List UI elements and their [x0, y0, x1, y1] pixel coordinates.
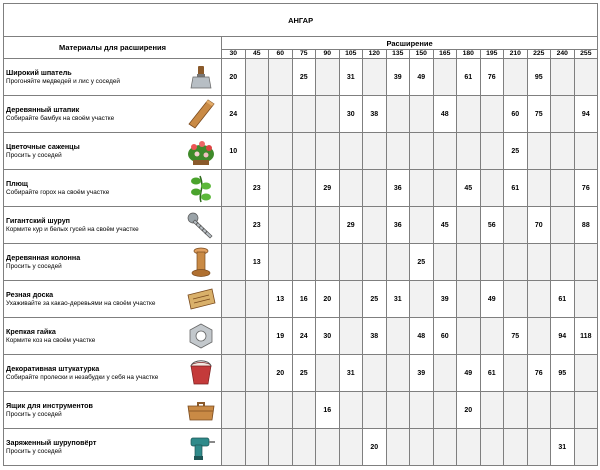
material-count-cell [551, 96, 575, 133]
material-count-cell: 75 [527, 96, 551, 133]
material-count-cell [410, 170, 434, 207]
material-count-cell [574, 244, 598, 281]
material-info [4, 318, 182, 355]
material-count-cell: 95 [527, 59, 551, 96]
material-count-cell [410, 133, 434, 170]
material-info [4, 207, 182, 244]
material-count-cell [269, 429, 293, 466]
material-count-cell: 24 [222, 96, 246, 133]
material-description: Кормите кур и белых гусей на своём участке [6, 226, 139, 233]
material-count-cell [222, 170, 246, 207]
material-count-cell [504, 207, 528, 244]
material-count-cell: 48 [433, 96, 457, 133]
material-count-cell [339, 244, 363, 281]
material-count-cell: 25 [292, 355, 316, 392]
material-count-cell [363, 133, 387, 170]
material-count-cell [457, 96, 481, 133]
material-count-cell: 36 [386, 207, 410, 244]
material-info [4, 355, 182, 392]
material-count-cell: 61 [480, 355, 504, 392]
level-header: 180 [457, 50, 481, 59]
material-count-cell [363, 244, 387, 281]
material-count-cell: 13 [245, 244, 269, 281]
material-row [4, 244, 598, 281]
page-title: АНГАР [4, 4, 598, 37]
spatula-icon [182, 59, 222, 96]
material-count-cell [386, 318, 410, 355]
material-description: Прогоняйте медведей и лис у соседей [6, 78, 120, 85]
material-count-cell: 19 [269, 318, 293, 355]
material-count-cell [222, 318, 246, 355]
material-count-cell [222, 355, 246, 392]
material-count-cell [457, 133, 481, 170]
material-count-cell: 49 [410, 59, 434, 96]
material-count-cell [339, 429, 363, 466]
material-count-cell [457, 244, 481, 281]
material-description: Просить у соседей [6, 152, 62, 159]
material-row [4, 170, 598, 207]
material-count-cell [551, 133, 575, 170]
material-count-cell: 20 [457, 392, 481, 429]
material-count-cell: 31 [339, 59, 363, 96]
material-count-cell [363, 59, 387, 96]
material-count-cell: 25 [292, 59, 316, 96]
material-count-cell [222, 392, 246, 429]
material-count-cell [527, 281, 551, 318]
level-header: 45 [245, 50, 269, 59]
material-count-cell [504, 244, 528, 281]
material-row [4, 429, 598, 466]
nut-icon [182, 318, 222, 355]
material-count-cell: 76 [527, 355, 551, 392]
material-info [4, 429, 182, 466]
material-count-cell: 88 [574, 207, 598, 244]
material-count-cell: 20 [222, 59, 246, 96]
level-header: 165 [433, 50, 457, 59]
material-count-cell [245, 96, 269, 133]
material-description: Кормите коз на своём участке [6, 337, 96, 344]
material-count-cell: 39 [433, 281, 457, 318]
material-row [4, 133, 598, 170]
material-count-cell [363, 207, 387, 244]
material-count-cell [410, 392, 434, 429]
material-count-cell: 39 [386, 59, 410, 96]
material-count-cell [363, 170, 387, 207]
material-count-cell [527, 170, 551, 207]
screwdriver-drill-icon [182, 429, 222, 466]
material-count-cell: 25 [504, 133, 528, 170]
material-count-cell [527, 244, 551, 281]
material-count-cell [339, 133, 363, 170]
material-count-cell: 48 [410, 318, 434, 355]
material-info [4, 96, 182, 133]
material-count-cell [551, 170, 575, 207]
material-count-cell [410, 207, 434, 244]
material-count-cell [410, 96, 434, 133]
material-count-cell: 10 [222, 133, 246, 170]
material-count-cell [292, 96, 316, 133]
material-count-cell: 45 [433, 207, 457, 244]
level-header: 240 [551, 50, 575, 59]
material-count-cell [339, 392, 363, 429]
material-count-cell [269, 392, 293, 429]
ivy-icon [182, 170, 222, 207]
material-description: Собирайте горох на своём участке [6, 189, 110, 196]
material-count-cell: 39 [410, 355, 434, 392]
material-count-cell: 25 [363, 281, 387, 318]
material-count-cell [551, 207, 575, 244]
material-count-cell: 38 [363, 96, 387, 133]
material-count-cell [551, 59, 575, 96]
material-count-cell: 49 [480, 281, 504, 318]
material-count-cell: 118 [574, 318, 598, 355]
material-info [4, 170, 182, 207]
material-count-cell [457, 207, 481, 244]
material-count-cell [433, 244, 457, 281]
material-count-cell [504, 392, 528, 429]
material-count-cell: 70 [527, 207, 551, 244]
material-count-cell: 38 [363, 318, 387, 355]
material-count-cell [316, 244, 340, 281]
material-count-cell [480, 133, 504, 170]
material-count-cell [316, 133, 340, 170]
material-count-cell [269, 133, 293, 170]
material-count-cell [363, 392, 387, 429]
material-count-cell: 56 [480, 207, 504, 244]
material-count-cell [527, 392, 551, 429]
material-row [4, 318, 598, 355]
material-count-cell [480, 244, 504, 281]
material-name: Плющ [6, 179, 28, 188]
material-count-cell [316, 355, 340, 392]
material-info [4, 244, 182, 281]
material-description: Просить у соседей [6, 448, 62, 455]
material-count-cell [457, 318, 481, 355]
material-name: Цветочные саженцы [6, 142, 80, 151]
material-count-cell: 24 [292, 318, 316, 355]
material-count-cell [433, 170, 457, 207]
material-count-cell [269, 207, 293, 244]
material-info [4, 281, 182, 318]
material-count-cell: 36 [386, 170, 410, 207]
material-description: Ухаживайте за какао-деревьями на своём участке [6, 300, 156, 307]
material-count-cell [480, 170, 504, 207]
material-description: Просить у соседей [6, 263, 62, 270]
material-count-cell: 25 [410, 244, 434, 281]
level-header: 75 [292, 50, 316, 59]
material-count-cell [222, 429, 246, 466]
level-header: 135 [386, 50, 410, 59]
material-count-cell: 31 [386, 281, 410, 318]
material-count-cell: 31 [551, 429, 575, 466]
material-count-cell [480, 429, 504, 466]
material-count-cell: 61 [504, 170, 528, 207]
materials-column-header: Материалы для расширения [4, 37, 222, 59]
material-count-cell [222, 281, 246, 318]
material-count-cell [363, 355, 387, 392]
material-count-cell [457, 281, 481, 318]
material-count-cell [245, 133, 269, 170]
material-count-cell [480, 392, 504, 429]
material-count-cell [433, 429, 457, 466]
level-header: 210 [504, 50, 528, 59]
material-info [4, 392, 182, 429]
material-count-cell: 94 [551, 318, 575, 355]
material-count-cell: 20 [269, 355, 293, 392]
material-count-cell [410, 429, 434, 466]
material-count-cell [269, 170, 293, 207]
material-count-cell: 76 [574, 170, 598, 207]
material-count-cell [504, 59, 528, 96]
material-count-cell [480, 96, 504, 133]
material-description: Просить у соседей [6, 411, 62, 418]
flower-seedlings-icon [182, 133, 222, 170]
material-count-cell [527, 318, 551, 355]
level-header: 195 [480, 50, 504, 59]
material-count-cell [574, 59, 598, 96]
material-count-cell [339, 318, 363, 355]
material-count-cell [504, 429, 528, 466]
material-count-cell [574, 133, 598, 170]
material-count-cell: 23 [245, 207, 269, 244]
material-count-cell [245, 318, 269, 355]
material-name: Декоративная штукатурка [6, 364, 100, 373]
material-count-cell [457, 429, 481, 466]
screw-icon [182, 207, 222, 244]
material-count-cell [292, 244, 316, 281]
material-row [4, 281, 598, 318]
material-count-cell: 29 [339, 207, 363, 244]
material-count-cell: 23 [245, 170, 269, 207]
material-count-cell: 16 [316, 392, 340, 429]
material-count-cell [527, 429, 551, 466]
material-count-cell: 13 [269, 281, 293, 318]
material-count-cell: 49 [457, 355, 481, 392]
material-count-cell [574, 392, 598, 429]
material-count-cell [433, 392, 457, 429]
material-count-cell [433, 355, 457, 392]
material-name: Деревянный штапик [6, 105, 80, 114]
material-count-cell: 60 [504, 96, 528, 133]
material-name: Ящик для инструментов [6, 401, 93, 410]
material-count-cell: 20 [363, 429, 387, 466]
material-name: Крепкая гайка [6, 327, 56, 336]
material-count-cell [292, 429, 316, 466]
material-count-cell [339, 170, 363, 207]
material-count-cell [386, 429, 410, 466]
material-count-cell [386, 244, 410, 281]
level-header: 30 [222, 50, 246, 59]
material-count-cell [245, 355, 269, 392]
material-count-cell [245, 281, 269, 318]
material-count-cell: 60 [433, 318, 457, 355]
material-count-cell: 61 [551, 281, 575, 318]
material-count-cell [551, 392, 575, 429]
level-header: 225 [527, 50, 551, 59]
material-count-cell [386, 133, 410, 170]
material-count-cell: 94 [574, 96, 598, 133]
material-description: Собирайте пролески и незабудки у себя на участке [6, 374, 159, 381]
material-count-cell [504, 355, 528, 392]
material-count-cell [433, 59, 457, 96]
material-row [4, 392, 598, 429]
material-count-cell [433, 133, 457, 170]
material-info [4, 133, 182, 170]
material-count-cell: 30 [316, 318, 340, 355]
material-row [4, 207, 598, 244]
material-count-cell [410, 281, 434, 318]
material-count-cell [245, 59, 269, 96]
material-count-cell: 20 [316, 281, 340, 318]
material-count-cell: 16 [292, 281, 316, 318]
level-header: 150 [410, 50, 434, 59]
material-count-cell: 29 [316, 170, 340, 207]
material-count-cell [269, 59, 293, 96]
material-count-cell [292, 392, 316, 429]
toolbox-icon [182, 392, 222, 429]
material-description: Собирайте бамбук на своём участке [6, 115, 115, 122]
material-count-cell: 31 [339, 355, 363, 392]
material-count-cell [222, 244, 246, 281]
material-row [4, 59, 598, 96]
material-count-cell [386, 355, 410, 392]
material-count-cell [504, 281, 528, 318]
level-header: 90 [316, 50, 340, 59]
material-count-cell [574, 429, 598, 466]
material-count-cell [386, 392, 410, 429]
material-name: Гигантский шуруп [6, 216, 71, 225]
material-count-cell: 45 [457, 170, 481, 207]
material-count-cell [316, 59, 340, 96]
material-count-cell [245, 429, 269, 466]
material-count-cell [480, 318, 504, 355]
level-header: 255 [574, 50, 598, 59]
hangar-materials-table [3, 3, 598, 466]
material-count-cell [527, 133, 551, 170]
material-row [4, 355, 598, 392]
material-count-cell: 30 [339, 96, 363, 133]
material-count-cell [269, 244, 293, 281]
wooden-plank-icon [182, 96, 222, 133]
material-count-cell: 95 [551, 355, 575, 392]
material-name: Заряженный шуруповёрт [6, 438, 97, 447]
wooden-column-icon [182, 244, 222, 281]
material-count-cell [316, 207, 340, 244]
material-name: Резная доска [6, 290, 54, 299]
material-count-cell [245, 392, 269, 429]
material-count-cell [292, 133, 316, 170]
material-info [4, 59, 182, 96]
material-count-cell [316, 429, 340, 466]
material-count-cell: 76 [480, 59, 504, 96]
level-header: 60 [269, 50, 293, 59]
material-count-cell [574, 355, 598, 392]
material-count-cell [222, 207, 246, 244]
material-count-cell [292, 207, 316, 244]
material-count-cell [292, 170, 316, 207]
material-name: Деревянная колонна [6, 253, 81, 262]
level-header: 120 [363, 50, 387, 59]
plaster-bucket-icon [182, 355, 222, 392]
material-count-cell [386, 96, 410, 133]
material-name: Широкий шпатель [6, 68, 72, 77]
material-count-cell [551, 244, 575, 281]
material-count-cell [574, 281, 598, 318]
material-row [4, 96, 598, 133]
material-count-cell: 61 [457, 59, 481, 96]
carved-board-icon [182, 281, 222, 318]
material-count-cell [339, 281, 363, 318]
expansion-column-header: Расширение [222, 37, 598, 50]
material-count-cell: 75 [504, 318, 528, 355]
level-header: 105 [339, 50, 363, 59]
material-count-cell [269, 96, 293, 133]
material-count-cell [316, 96, 340, 133]
